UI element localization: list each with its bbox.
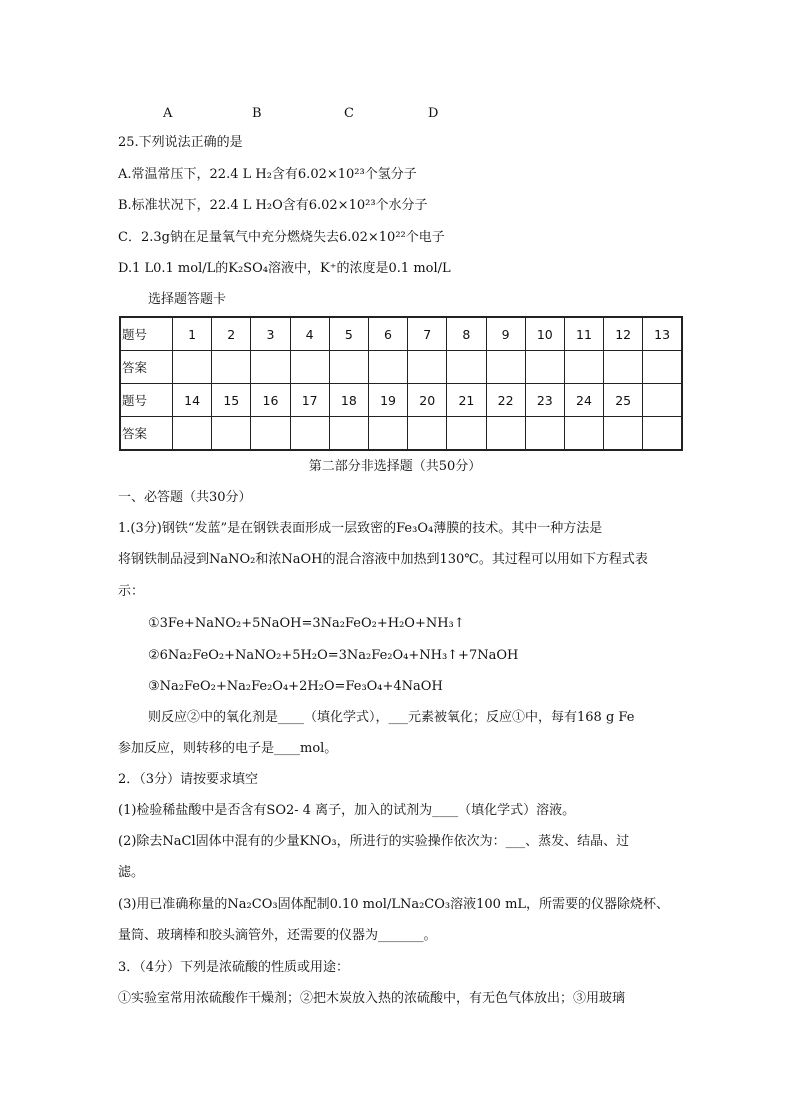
answer-cell[interactable] [329, 351, 368, 384]
row-label-number: 题号 [120, 317, 173, 351]
answer-cell[interactable] [643, 351, 682, 384]
q2-part3-line1: (3)用已准确称量的Na₂CO₃固体配制0.10 mol/LNa₂CO₃溶液100 mL，所需要的仪器除烧杯、 [118, 897, 670, 912]
answer-cell[interactable] [290, 417, 329, 451]
options-row [0, 104, 790, 124]
row-label-answer: 答案 [120, 351, 173, 384]
cell-number: 20 [408, 384, 447, 417]
cell-number: 8 [447, 317, 486, 351]
cell-number [643, 384, 682, 417]
option-c: C [344, 106, 354, 121]
answer-cell[interactable] [408, 351, 447, 384]
q2-part2-line1: (2)除去NaCl固体中混有的少量KNO₃，所进行的实验操作依次为：___、蒸发、结晶、过 [118, 834, 630, 849]
answer-cell[interactable] [251, 417, 290, 451]
table-row [120, 384, 682, 417]
answer-cell[interactable] [604, 351, 643, 384]
answer-card-title: 选择题答题卡 [148, 292, 227, 307]
q1-line2: 将钢铁制品浸到NaNO₂和浓NaOH的混合溶液中加热到130℃。其过程可以用如下方程式表 [118, 552, 648, 567]
option-d: D [428, 106, 439, 121]
cell-number: 23 [525, 384, 564, 417]
q1-equation-3: ③Na₂FeO₂+Na₂Fe₂O₄+2H₂O=Fe₃O₄+4NaOH [148, 679, 443, 694]
cell-number: 7 [408, 317, 447, 351]
q1-question-2: 参加反应，则转移的电子是____mol。 [118, 741, 338, 756]
q2-stem: 2．（3分）请按要求填空 [118, 772, 259, 787]
q25-stem: 25.下列说法正确的是 [118, 135, 243, 150]
q25-option-b: B.标准状况下，22.4 L H₂O含有6.02×10²³个水分子 [118, 198, 428, 213]
answer-cell[interactable] [173, 351, 212, 384]
cell-number: 21 [447, 384, 486, 417]
answer-cell[interactable] [173, 417, 212, 451]
cell-number: 11 [564, 317, 603, 351]
answer-cell[interactable] [329, 417, 368, 451]
answer-cell[interactable] [368, 417, 407, 451]
answer-cell[interactable] [408, 417, 447, 451]
table-row [120, 417, 682, 451]
answer-cell[interactable] [525, 351, 564, 384]
q3-line1: ①实验室常用浓硫酸作干燥剂；②把木炭放入热的浓硫酸中，有无色气体放出；③用玻璃 [118, 991, 626, 1006]
q2-part3-line2: 量筒、玻璃棒和胶头滴管外，还需要的仪器为_______。 [118, 928, 437, 943]
cell-number: 6 [368, 317, 407, 351]
answer-cell[interactable] [486, 417, 525, 451]
row-label-number: 题号 [120, 384, 173, 417]
answer-cell[interactable] [290, 351, 329, 384]
q25-option-d: D.1 L0.1 mol/L的K₂SO₄溶液中，K⁺的浓度是0.1 mol/L [118, 261, 451, 276]
table-row [120, 317, 682, 351]
answer-cell[interactable] [212, 351, 251, 384]
cell-number: 3 [251, 317, 290, 351]
q25-option-a: A.常温常压下，22.4 L H₂含有6.02×10²³个氢分子 [118, 167, 417, 182]
section1-title: 一、必答题（共30分） [118, 490, 252, 505]
q2-part1: (1)检验稀盐酸中是否含有SO2- 4 离子，加入的试剂为____（填化学式）溶液。 [118, 803, 576, 818]
answer-cell[interactable] [251, 351, 290, 384]
part2-title: 第二部分非选择题（共50分） [308, 459, 482, 474]
answer-cell[interactable] [564, 417, 603, 451]
q1-question-1: 则反应②中的氧化剂是____（填化学式），___元素被氧化；反应①中，每有168 g Fe [148, 710, 635, 725]
cell-number: 22 [486, 384, 525, 417]
table-row [120, 351, 682, 384]
answer-cell[interactable] [643, 417, 682, 451]
cell-number: 2 [212, 317, 251, 351]
cell-number: 10 [525, 317, 564, 351]
q1-line1: 1.(3分)钢铁“发蓝”是在钢铁表面形成一层致密的Fe₃O₄薄膜的技术。其中一种方法是 [118, 521, 603, 536]
cell-number: 12 [604, 317, 643, 351]
answer-cell[interactable] [564, 351, 603, 384]
answer-cell[interactable] [447, 351, 486, 384]
cell-number: 1 [173, 317, 212, 351]
cell-number: 14 [173, 384, 212, 417]
cell-number: 19 [368, 384, 407, 417]
cell-number: 5 [329, 317, 368, 351]
answer-cell[interactable] [604, 417, 643, 451]
cell-number: 9 [486, 317, 525, 351]
q3-stem: 3．（4分）下列是浓硫酸的性质或用途： [118, 960, 350, 975]
cell-number: 15 [212, 384, 251, 417]
row-label-answer: 答案 [120, 417, 173, 451]
answer-cell[interactable] [525, 417, 564, 451]
q1-equation-1: ①3Fe+NaNO₂+5NaOH=3Na₂FeO₂+H₂O+NH₃↑ [148, 616, 465, 631]
cell-number: 16 [251, 384, 290, 417]
q1-line3: 示： [118, 584, 145, 599]
cell-number: 25 [604, 384, 643, 417]
cell-number: 4 [290, 317, 329, 351]
cell-number: 18 [329, 384, 368, 417]
cell-number: 17 [290, 384, 329, 417]
q1-equation-2: ②6Na₂FeO₂+NaNO₂+5H₂O=3Na₂Fe₂O₄+NH₃↑+7NaOH [148, 648, 519, 663]
option-b: B [252, 106, 262, 121]
answer-card-table [119, 316, 683, 451]
cell-number: 24 [564, 384, 603, 417]
answer-cell[interactable] [447, 417, 486, 451]
answer-cell[interactable] [368, 351, 407, 384]
answer-cell[interactable] [486, 351, 525, 384]
q2-part2-line2: 滤。 [118, 865, 145, 880]
option-a: A [163, 106, 173, 121]
answer-cell[interactable] [212, 417, 251, 451]
q25-option-c: C．2.3g钠在足量氧气中充分燃烧失去6.02×10²²个电子 [118, 230, 445, 245]
cell-number: 13 [643, 317, 682, 351]
